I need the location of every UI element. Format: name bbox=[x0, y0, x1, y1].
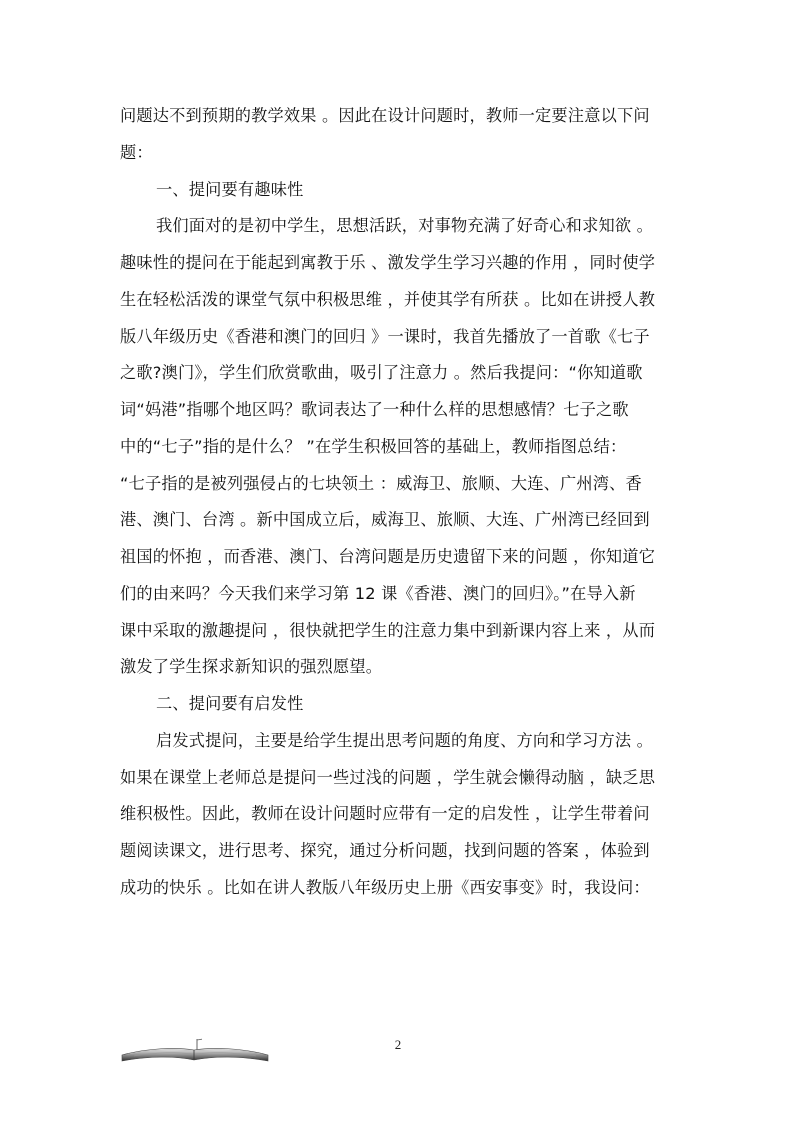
open-book-icon bbox=[118, 1036, 272, 1064]
paragraph-line: 港、澳门、台湾 。新中国成立后，威海卫、旅顺、大连、广州湾已经回到 bbox=[120, 510, 650, 530]
paragraph-line: 之歌?澳门》，学生们欣赏歌曲，吸引了注意力 。然后我提问：“你知道歌 bbox=[120, 363, 643, 383]
paragraph-line: 中的“七子”指的是什么？ ”在学生积极回答的基础上，教师指图总结： bbox=[120, 436, 627, 456]
paragraph-line: 成功的快乐 。比如在讲人教版八年级历史上册《西安事变》时，我设问： bbox=[120, 877, 650, 897]
paragraph-line: 维积极性。因此，教师在设计问题时应带有一定的启发性 ，让学生带着问 bbox=[120, 804, 650, 824]
paragraph-line: 版八年级历史《香港和澳门的回归 》一课时，我首先播放了一首歌《七子 bbox=[120, 326, 650, 346]
paragraph-line: 问题达不到预期的教学效果 。因此在设计问题时，教师一定要注意以下问 bbox=[120, 106, 650, 125]
paragraph-line: “七子指的是被列强侵占的七块领土 ：威海卫、旅顺、大连、广州湾、香 bbox=[120, 473, 642, 493]
paragraph-line: 们的由来吗？今天我们来学习第 12 课《香港、澳门的回归》。”在导入新 bbox=[120, 583, 636, 603]
paragraph-line: 题阅读课文，进行思考、探究，通过分析问题，找到问题的答案 ，体验到 bbox=[120, 841, 650, 860]
paragraph-line: 我们面对的是初中学生，思想活跃，对事物充满了好奇心和求知欲 。 bbox=[156, 216, 653, 236]
paragraph-line: 如果在课堂上老师总是提问一些过浅的问题 ，学生就会懒得动脑 ，缺乏思 bbox=[120, 767, 656, 787]
paragraph-line: 激发了学生探求新知识的强烈愿望。 bbox=[120, 657, 383, 677]
paragraph-line: 趣味性的提问在于能起到寓教于乐 、激发学生学习兴趣的作用 ，同时使学 bbox=[120, 253, 656, 272]
paragraph-line: 祖国的怀抱 ，而香港、澳门、台湾问题是历史遗留下来的问题 ，你知道它 bbox=[120, 547, 656, 566]
page-number: 2 bbox=[394, 1037, 402, 1052]
section-heading: 一、提问要有趣味性 bbox=[156, 179, 304, 199]
paragraph-line: 题： bbox=[120, 142, 153, 162]
paragraph-line: 课中采取的激趣提问 ，很快就把学生的注意力集中到新课内容上来 ，从而 bbox=[120, 620, 656, 640]
paragraph-line: 启发式提问，主要是给学生提出思考问题的角度、方向和学习方法 。 bbox=[156, 730, 653, 750]
paragraph-line: 词“妈港”指哪个地区吗？歌词表达了一种什么样的思想感情？七子之歌 bbox=[120, 400, 629, 419]
paragraph-line: 生在轻松活泼的课堂气氛中积极思维 ，并使其学有所获 。比如在讲授人教 bbox=[120, 289, 656, 309]
section-heading: 二、提问要有启发性 bbox=[156, 694, 304, 713]
body-text bbox=[120, 98, 680, 907]
